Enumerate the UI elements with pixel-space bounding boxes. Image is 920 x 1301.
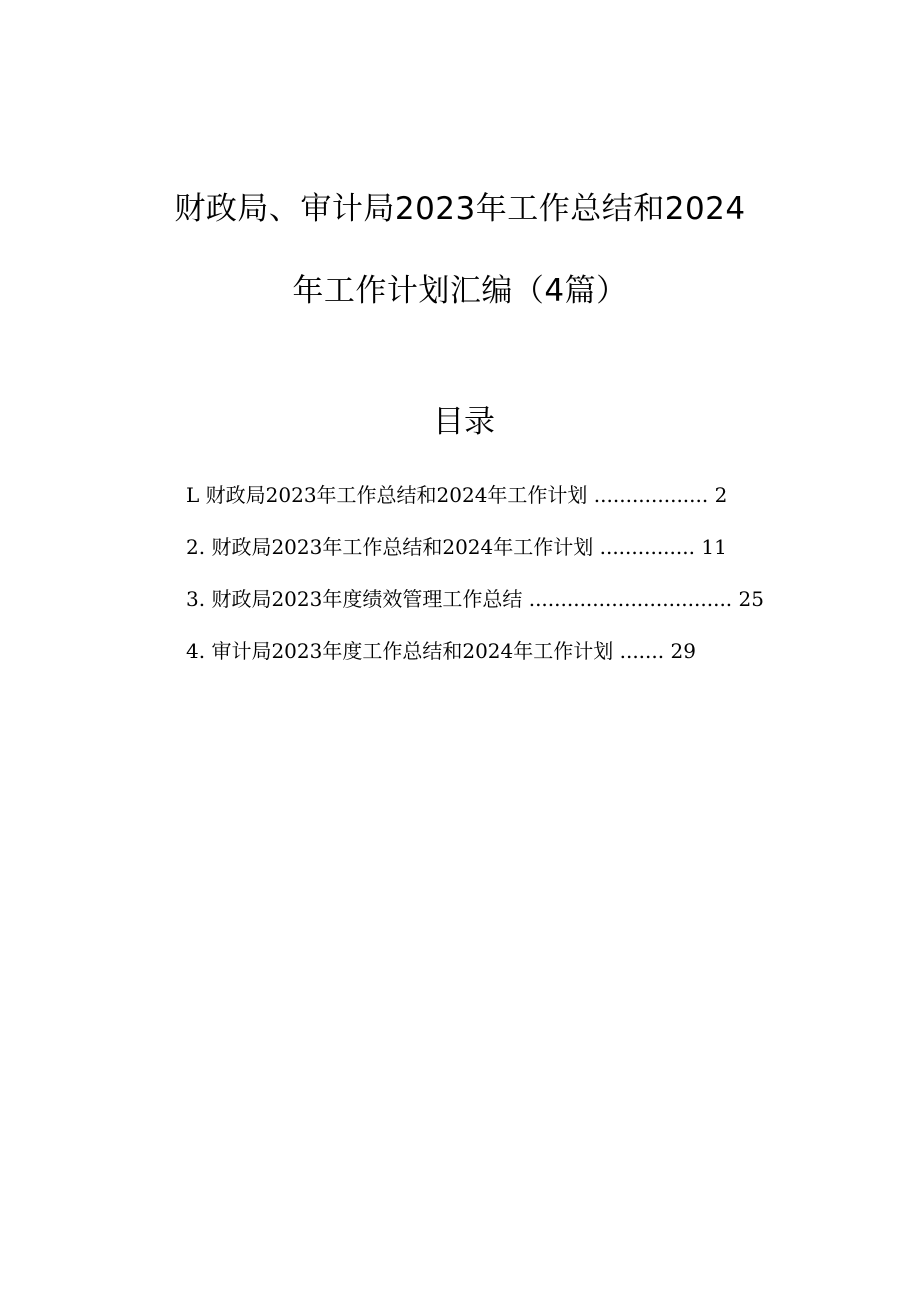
toc-entry-title: 财政局2023年工作总结和2024年工作计划: [211, 535, 594, 559]
toc-entry-page: 29: [670, 639, 696, 663]
toc-entry[interactable]: [186, 584, 764, 614]
toc-entry-page: 11: [701, 535, 727, 559]
toc-entry-number: L: [186, 483, 200, 507]
toc-heading: 目录: [433, 404, 495, 440]
toc-entry-number: 3.: [186, 587, 206, 611]
toc-entry-leader: ..................: [593, 483, 709, 507]
toc-entry[interactable]: [186, 480, 727, 510]
toc-entry-leader: ................................: [528, 587, 733, 611]
toc-entry-title: 审计局2023年度工作总结和2024年工作计划: [211, 639, 614, 663]
toc-entry-leader: .......: [619, 639, 665, 663]
document-title-line-1: 财政局、审计局2023年工作总结和2024: [174, 191, 746, 227]
document-title-line-2: 年工作计划汇编（4篇）: [292, 273, 628, 309]
toc-entry-number: 2.: [186, 535, 206, 559]
toc-entry[interactable]: [186, 636, 696, 666]
toc-entry-title: 财政局2023年度绩效管理工作总结: [211, 587, 523, 611]
toc-entry-title: 财政局2023年工作总结和2024年工作计划: [205, 483, 588, 507]
toc-entry-page: 25: [738, 587, 764, 611]
toc-entry-page: 2: [714, 483, 728, 507]
toc-entry-number: 4.: [186, 639, 206, 663]
toc-entry[interactable]: [186, 532, 727, 562]
toc-entry-leader: ...............: [599, 535, 695, 559]
